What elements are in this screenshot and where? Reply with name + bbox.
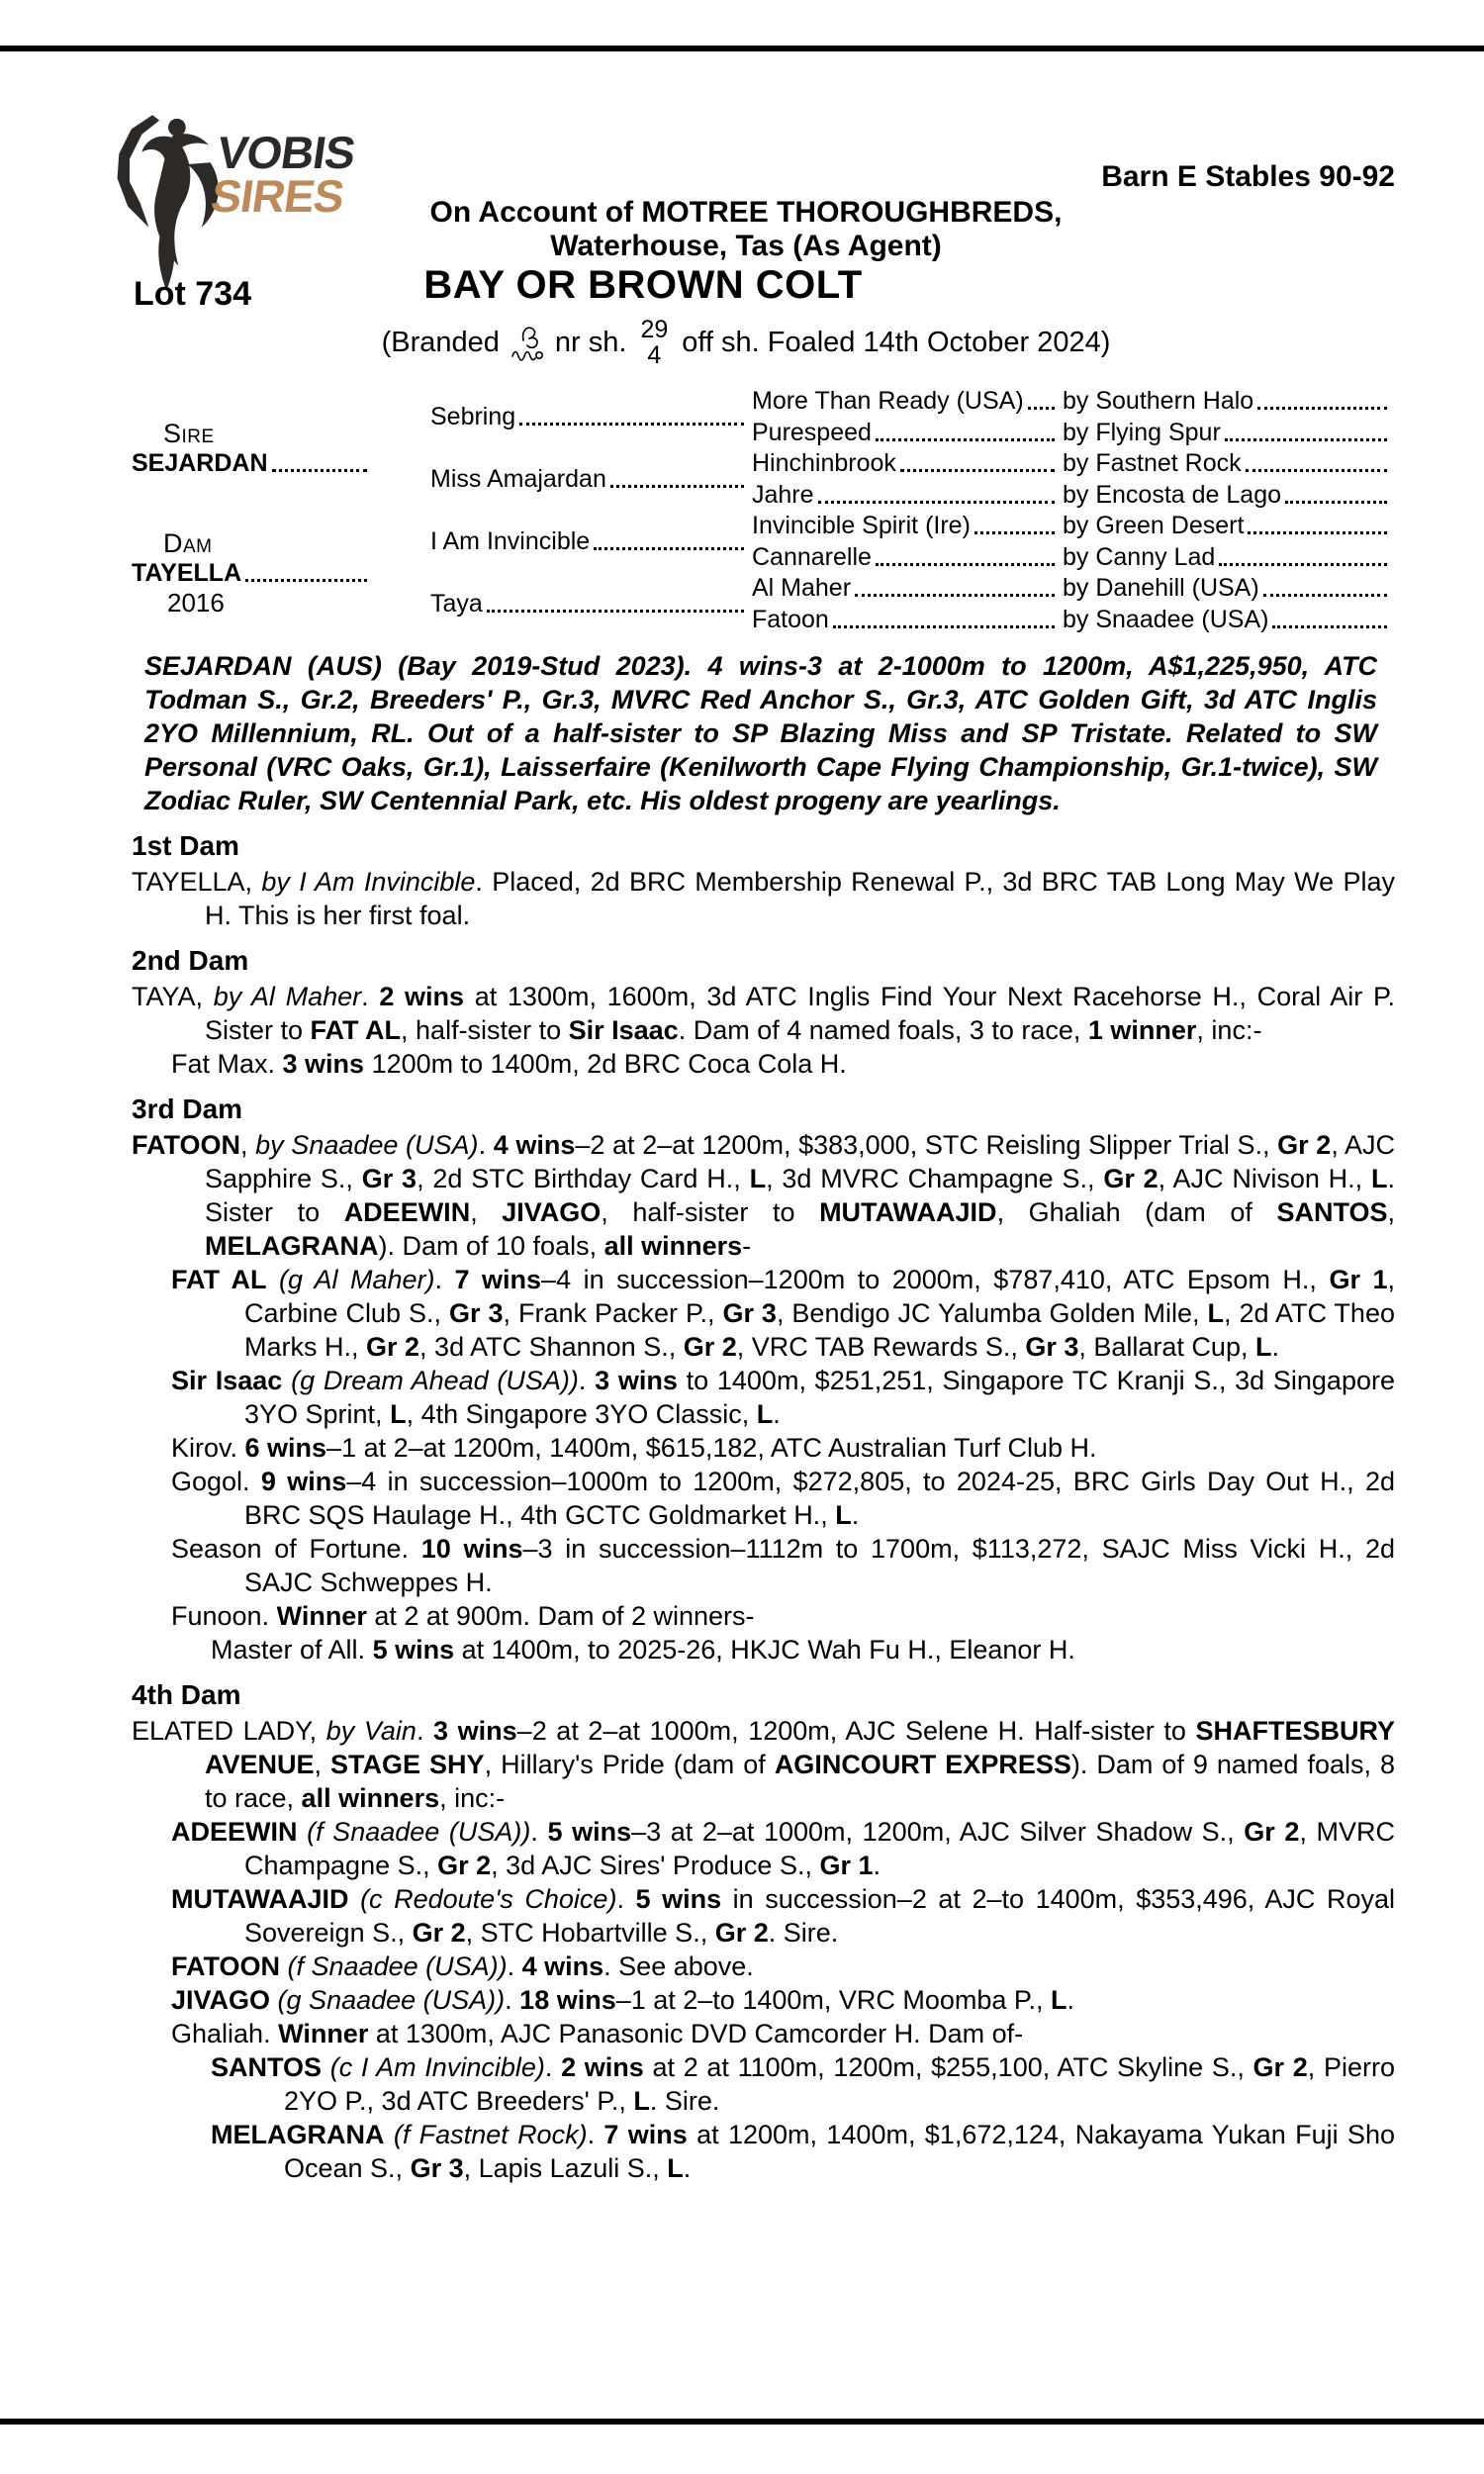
gen2-cell (430, 511, 752, 573)
progeny-entry: Master of All. 5 wins at 1400m, to 2025-26, HKJC Wah Fu H., Eleanor H. (211, 1635, 1075, 1665)
sire-cell-name: SEJARDAN (132, 449, 367, 478)
dotted-leader (876, 563, 1055, 566)
gen3-name: Purespeed (752, 418, 872, 446)
gen2-cell (430, 573, 752, 635)
gen3-cell (752, 511, 1063, 542)
gen4-sire: by Snaadee (USA) (1063, 605, 1269, 633)
gen3-name: Invincible Spirit (Ire) (752, 512, 971, 540)
gen3-cell (752, 542, 1063, 574)
gen4-cell (1063, 386, 1395, 418)
dam-cell-label: Dam (163, 527, 213, 558)
gen3-cell (752, 448, 1063, 480)
dotted-leader (900, 469, 1055, 472)
progeny-entry: Gogol. 9 wins–4 in succession–1000m to 1200m, $272,805, to 2024-25, BRC Girls Day Out H., 2d BRC SQS Haulage H., 4th GCTC Goldmarket H., L. (171, 1467, 1395, 1530)
progeny-entry: Kirov. 6 wins–1 at 2–at 1200m, 1400m, $615,182, ATC Australian Turf Club H. (171, 1433, 1097, 1463)
dam-paragraph: TAYELLA, by I Am Invincible. Placed, 2d BRC Membership Renewal P., 3d BRC TAB Long May We Play H. This is her first foal. (132, 867, 1395, 930)
gen4-sire: by Danehill (USA) (1063, 574, 1259, 603)
gen4-sire: by Green Desert (1063, 512, 1245, 540)
barn-line: Barn E Stables 90-92 (1101, 160, 1395, 193)
logo-word-vobis: VOBIS (214, 127, 358, 178)
progeny-entry: JIVAGO (g Snaadee (USA)). 18 wins–1 at 2–to 1400m, VRC Moomba P., L. (171, 1985, 1074, 2015)
gen3-name: Hinchinbrook (752, 449, 896, 478)
gen2-name: I Am Invincible (430, 527, 591, 555)
gen2-cell (430, 448, 752, 511)
progeny-entry: Ghaliah. Winner at 1300m, AJC Panasonic DVD Camcorder H. Dam of- (171, 2019, 1024, 2048)
dotted-leader (1246, 469, 1387, 472)
progeny-entry: MUTAWAAJID (c Redoute's Choice). 5 wins in succession–2 at 2–to 1400m, $353,496, AJC Royal Sovereign S., Gr 2, STC Hobartville S., Gr 2. Sire. (171, 1884, 1395, 1948)
dam-sections (132, 830, 1395, 2185)
sire-summary: SEJARDAN (AUS) (Bay 2019-Stud 2023). 4 wins-3 at 2-1000m to 1200m, A$1,225,950, ATC Todman S., Gr.2, Breeders' P., Gr.3, MVRC Red Anchor S., Gr.3, ATC Golden Gift, 3d ATC Inglis 2YO Millennium, RL. Out of a half-sister to SP Blazing Miss and SP Tristate. Related to SW Personal (VRC Oaks, Gr.1), Laisserfaire (Kenilworth Cape Flying Championship, Gr.1-twice), SW Zodiac Ruler, SW Centennial Park, etc. His oldest progeny are yearlings. (144, 651, 1377, 815)
dam-cell-name: TAYELLA (132, 559, 367, 588)
gen2-name: Taya (430, 590, 483, 618)
gen4-sire: by Southern Halo (1063, 387, 1254, 416)
brand-mark-icon (510, 323, 545, 362)
gen3-cell (752, 480, 1063, 512)
branded-line (212, 317, 1280, 368)
gen2-cell (430, 386, 752, 448)
gen3-name: Jahre (752, 480, 814, 509)
logo-word-sires: SIRES (208, 170, 347, 222)
progeny-entry: Season of Fortune. 10 wins–3 in succession–1112m to 1700m, $113,272, SAJC Miss Vicki H., 2d SAJC Schweppes H. (171, 1534, 1395, 1597)
dotted-leader (1028, 407, 1055, 410)
dotted-leader (519, 423, 744, 426)
gen4-sire: by Encosta de Lago (1063, 480, 1281, 509)
brand-number-top: 29 (640, 316, 669, 343)
gen4-cell (1063, 511, 1395, 542)
vendor-location-line: Waterhouse, Tas (As Agent) (550, 230, 942, 262)
on-account-line: On Account of MOTREE THOROUGHBREDS, (429, 196, 1063, 229)
dam-heading: 1st Dam (132, 830, 239, 861)
dotted-leader (855, 594, 1055, 597)
brand-number (640, 317, 668, 368)
progeny-entry: Sir Isaac (g Dream Ahead (USA)). 3 wins to 1400m, $251,251, Singapore TC Kranji S., 3d Singapore 3YO Sprint, L, 4th Singapore 3YO Classic, L. (171, 1366, 1395, 1429)
dotted-leader (833, 625, 1055, 628)
gen3-name: Cannarelle (752, 542, 872, 571)
branded-prefix: (Branded (381, 326, 500, 358)
dam-year: 2016 (167, 587, 225, 618)
gen4-cell (1063, 605, 1395, 636)
gen4-cell (1063, 542, 1395, 574)
lot-header (109, 109, 1395, 386)
dotted-leader (876, 438, 1055, 441)
progeny-entry: ADEEWIN (f Snaadee (USA)). 5 wins–3 at 2–at 1000m, 1200m, AJC Silver Shadow S., Gr 2, MVRC Champagne S., Gr 2, 3d AJC Sires' Produce S., Gr 1. (171, 1817, 1395, 1880)
dotted-leader (1219, 563, 1387, 566)
dotted-leader (610, 485, 744, 488)
gen4-cell (1063, 573, 1395, 605)
dotted-leader (1257, 407, 1387, 410)
dotted-leader (1272, 625, 1387, 628)
gen2-name: Miss Amajardan (430, 465, 606, 493)
gen4-cell (1063, 480, 1395, 512)
gen3-name: Al Maher (752, 574, 852, 603)
progeny-entry: FAT AL (g Al Maher). 7 wins–4 in succession–1200m to 2000m, $787,410, ATC Epsom H., Gr 1, Carbine Club S., Gr 3, Frank Packer P., Gr 3, Bendigo JC Yalumba Golden Mile, L, 2d ATC Theo Marks H., Gr 2, 3d ATC Shannon S., Gr 2, VRC TAB Rewards S., Gr 3, Ballarat Cup, L. (171, 1265, 1395, 1362)
dotted-leader (594, 547, 744, 550)
branded-nr-sh: nr sh. (554, 326, 627, 358)
progeny-entry: MELAGRANA (f Fastnet Rock). 7 wins at 1200m, 1400m, $1,672,124, Nakayama Yukan Fuji Sho Ocean S., Gr 3, Lapis Lazuli S., L. (211, 2120, 1395, 2183)
sire-cell-label: Sire (163, 419, 215, 448)
gen4-cell (1063, 448, 1395, 480)
gen4-cell (1063, 418, 1395, 449)
brand-number-bottom: 4 (647, 341, 662, 369)
gen3-name: More Than Ready (USA) (752, 387, 1024, 416)
progeny-entry: FATOON (f Snaadee (USA)). 4 wins. See above. (171, 1951, 754, 1981)
dam-paragraph: TAYA, by Al Maher. 2 wins at 1300m, 1600m, 3d ATC Inglis Find Your Next Racehorse H., Coral Air P. Sister to FAT AL, half-sister to Sir Isaac. Dam of 4 named foals, 3 to race, 1 winner, inc:- (132, 982, 1395, 1045)
gen3-cell (752, 418, 1063, 449)
dotted-leader (272, 469, 367, 472)
dam-heading: 4th Dam (132, 1679, 241, 1710)
dotted-leader (245, 579, 367, 582)
dotted-leader (974, 531, 1055, 534)
dotted-leader (818, 501, 1055, 504)
top-rule (0, 46, 1484, 51)
gen4-sire: by Fastnet Rock (1063, 449, 1242, 478)
catalogue-body (132, 649, 1395, 2185)
pedigree-table (132, 386, 1395, 635)
dam-paragraph: ELATED LADY, by Vain. 3 wins–2 at 2–at 1000m, 1200m, AJC Selene H. Half-sister to SHAFTESBURY AVENUE, STAGE SHY, Hillary's Pride (dam of AGINCOURT EXPRESS). Dam of 9 named foals, 8 to race, all winners, inc:- (132, 1716, 1395, 1813)
branded-suffix: off sh. Foaled 14th October 2024) (682, 326, 1111, 358)
progeny-entry: Fat Max. 3 wins 1200m to 1400m, 2d BRC Coca Cola H. (171, 1049, 847, 1079)
dotted-leader (1248, 531, 1387, 534)
gen3-cell (752, 573, 1063, 605)
progeny-entry: Funoon. Winner at 2 at 900m. Dam of 2 winners- (171, 1601, 755, 1631)
dam-paragraph: FATOON, by Snaadee (USA). 4 wins–2 at 2–at 1200m, $383,000, STC Reisling Slipper Trial S., Gr 2, AJC Sapphire S., Gr 3, 2d STC Birthday Card H., L, 3d MVRC Champagne S., Gr 2, AJC Nivison H., L. Sister to ADEEWIN, JIVAGO, half-sister to MUTAWAAJID, Ghaliah (dam of SANTOS, MELAGRANA). Dam of 10 foals, all winners- (132, 1130, 1396, 1261)
gen4-sire: by Flying Spur (1063, 418, 1221, 446)
sire-cell (132, 386, 430, 511)
dotted-leader (1225, 438, 1387, 441)
gen4-sire: by Canny Lad (1063, 542, 1216, 571)
gen3-name: Fatoon (752, 605, 829, 633)
gen3-cell (752, 605, 1063, 636)
dam-heading: 2nd Dam (132, 945, 249, 976)
lot-number: Lot 734 (134, 275, 252, 313)
dotted-leader (1263, 594, 1387, 597)
gen2-name: Sebring (430, 403, 516, 430)
progeny-entry: SANTOS (c I Am Invincible). 2 wins at 2 at 1100m, 1200m, $255,100, ATC Skyline S., Gr 2, Pierro 2YO P., 3d ATC Breeders' P., L. Sire. (211, 2052, 1395, 2116)
dam-heading: 3rd Dam (132, 1094, 243, 1124)
dotted-leader (487, 610, 744, 613)
dotted-leader (1285, 501, 1387, 504)
bottom-rule (0, 2419, 1484, 2425)
page-title: BAY OR BROWN COLT (423, 263, 863, 307)
gen3-cell (752, 386, 1063, 418)
dam-cell (132, 511, 430, 635)
